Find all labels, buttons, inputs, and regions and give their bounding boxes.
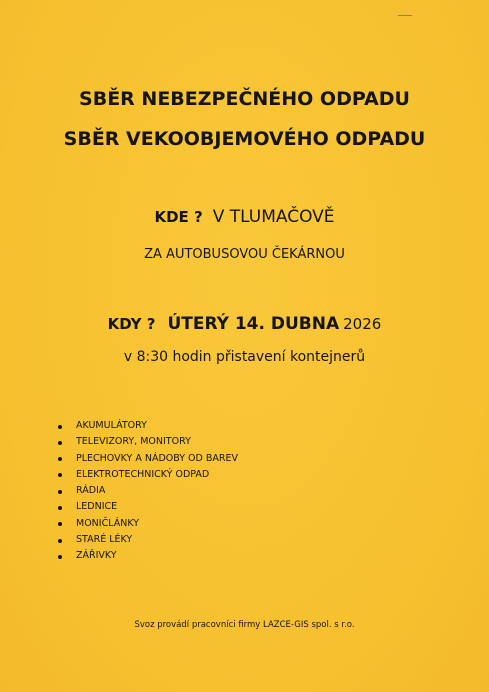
list-item bbox=[56, 499, 238, 515]
list-item-label: MONIČLÁNKY bbox=[76, 517, 140, 529]
list-item-label: STARÉ LÉKY bbox=[76, 534, 133, 546]
location-detail: ZA AUTOBUSOVOU ČEKÁRNOU bbox=[144, 247, 345, 262]
date-line bbox=[0, 314, 489, 334]
location-value: V TLUMAČOVĚ bbox=[212, 207, 335, 227]
list-item-label: PLECHOVKY A NÁDOBY OD BAREV bbox=[76, 452, 238, 464]
bullet-icon bbox=[58, 457, 62, 461]
title-hazardous-waste: SBĚR NEBEZPEČNÉHO ODPADU bbox=[79, 88, 410, 110]
date-value: ÚTERÝ 14. DUBNA bbox=[167, 314, 340, 334]
footer-note: Svoz provádí pracovníci firmy LAZCE-GIS spol. s r.o. bbox=[134, 620, 355, 630]
bullet-icon bbox=[58, 522, 62, 526]
list-item bbox=[56, 548, 238, 564]
list-item-label: AKUMULÁTORY bbox=[76, 420, 147, 431]
bullet-icon bbox=[58, 441, 62, 445]
list-item bbox=[56, 418, 238, 434]
bullet-icon bbox=[58, 506, 62, 510]
list-item-label: TELEVIZORY, MONITORY bbox=[76, 436, 191, 448]
list-item bbox=[56, 467, 238, 483]
waste-items-list bbox=[56, 418, 238, 565]
list-item bbox=[56, 434, 238, 450]
bullet-icon bbox=[58, 539, 62, 543]
list-item-label: ELEKTROTECHNICKÝ ODPAD bbox=[76, 468, 210, 480]
bullet-icon bbox=[58, 425, 62, 429]
bullet-icon bbox=[58, 555, 62, 559]
location-line bbox=[0, 207, 489, 227]
location-label: KDE ? bbox=[154, 208, 203, 226]
date-year: 2026 bbox=[343, 315, 382, 333]
bullet-icon bbox=[58, 473, 62, 477]
bullet-icon bbox=[58, 490, 62, 494]
title-bulky-waste: SBĚR VEKOOBJEMOVÉHO ODPADU bbox=[63, 128, 426, 150]
list-item bbox=[56, 451, 238, 467]
list-item-label: ZÁŘIVKY bbox=[76, 550, 117, 562]
list-item bbox=[56, 532, 238, 548]
list-item bbox=[56, 516, 238, 532]
stray-pen-mark bbox=[398, 15, 412, 16]
list-item-label: RÁDIA bbox=[76, 485, 106, 497]
date-label: KDY ? bbox=[107, 315, 156, 333]
list-item-label: LEDNICE bbox=[76, 501, 118, 513]
list-item bbox=[56, 483, 238, 499]
time-detail: v 8:30 hodin přistavení kontejnerů bbox=[123, 349, 366, 365]
